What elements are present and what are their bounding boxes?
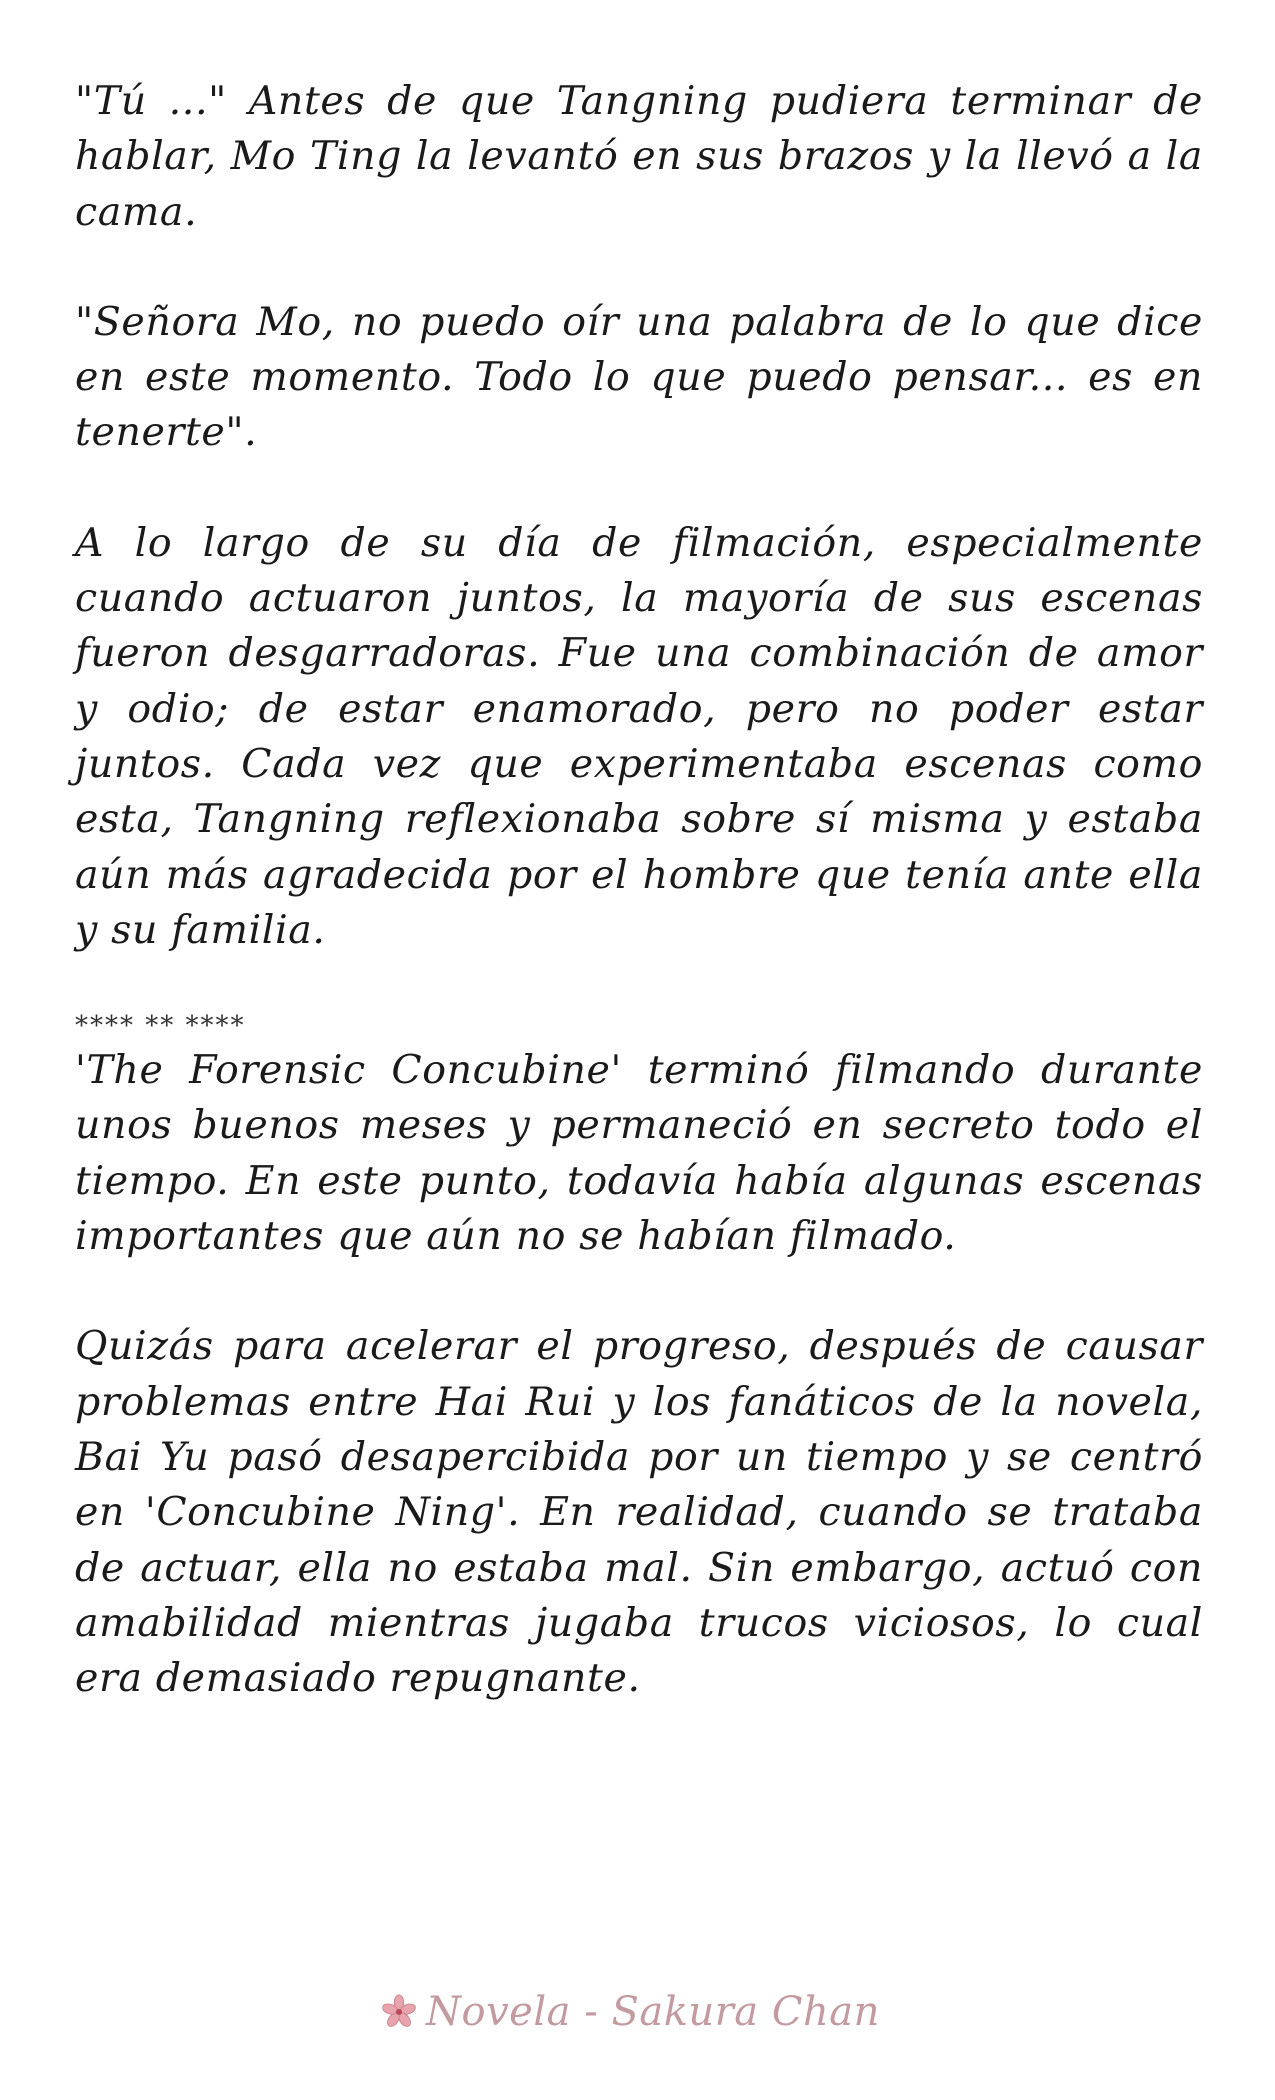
sakura-flower-icon (380, 1993, 418, 2031)
paragraph-spacer (75, 958, 1203, 1009)
scene-separator: **** ** **** (75, 1011, 246, 1042)
paragraph-5: Quizás para acelerar el progreso, después de causar problemas entre Hai Rui y los fanáticos de la novela, Bai Yu pasó desapercibida por un tiempo y se centró en 'Concubine Ning'. En realidad, cuando se trataba de actuar, ella no estaba mal. Sin embargo, actuó con amabilidad mientras jugaba trucos viciosos, lo cual era demasiado repugnante. (75, 1323, 1203, 1702)
paragraph-3: A lo largo de su día de filmación, especialmente cuando actuaron juntos, la mayoría de sus escenas fueron desgarradoras. Fue una combinación de amor y odio; de estar enamorado, pero no poder estar juntos. Cada vez que experimentaba escenas como esta, Tangning reflexionaba sobre sí misma y estaba aún más agradecida por el hombre que tenía ante ella y su familia. (75, 519, 1203, 953)
paragraph-4: 'The Forensic Concubine' terminó filmando durante unos buenos meses y permaneció en secreto todo el tiempo. En este punto, todavía había algunas escenas importantes que aún no se habían filmado. (75, 1047, 1203, 1260)
paragraph-1: "Tú ..." Antes de que Tangning pudiera terminar de hablar, Mo Ting la levantó en sus brazos y la llevó a la cama. (75, 78, 1203, 235)
paragraph-spacer (75, 461, 1203, 516)
paragraph-spacer (75, 1264, 1203, 1319)
watermark (380, 1988, 880, 2036)
document-body (75, 74, 1203, 1706)
paragraph-2: "Señora Mo, no puedo oír una palabra de lo que dice en este momento. Todo lo que puedo pensar... es en tenerte". (75, 298, 1203, 456)
paragraph-spacer (75, 240, 1203, 295)
watermark-text: Novela - Sakura Chan (426, 1989, 880, 2035)
